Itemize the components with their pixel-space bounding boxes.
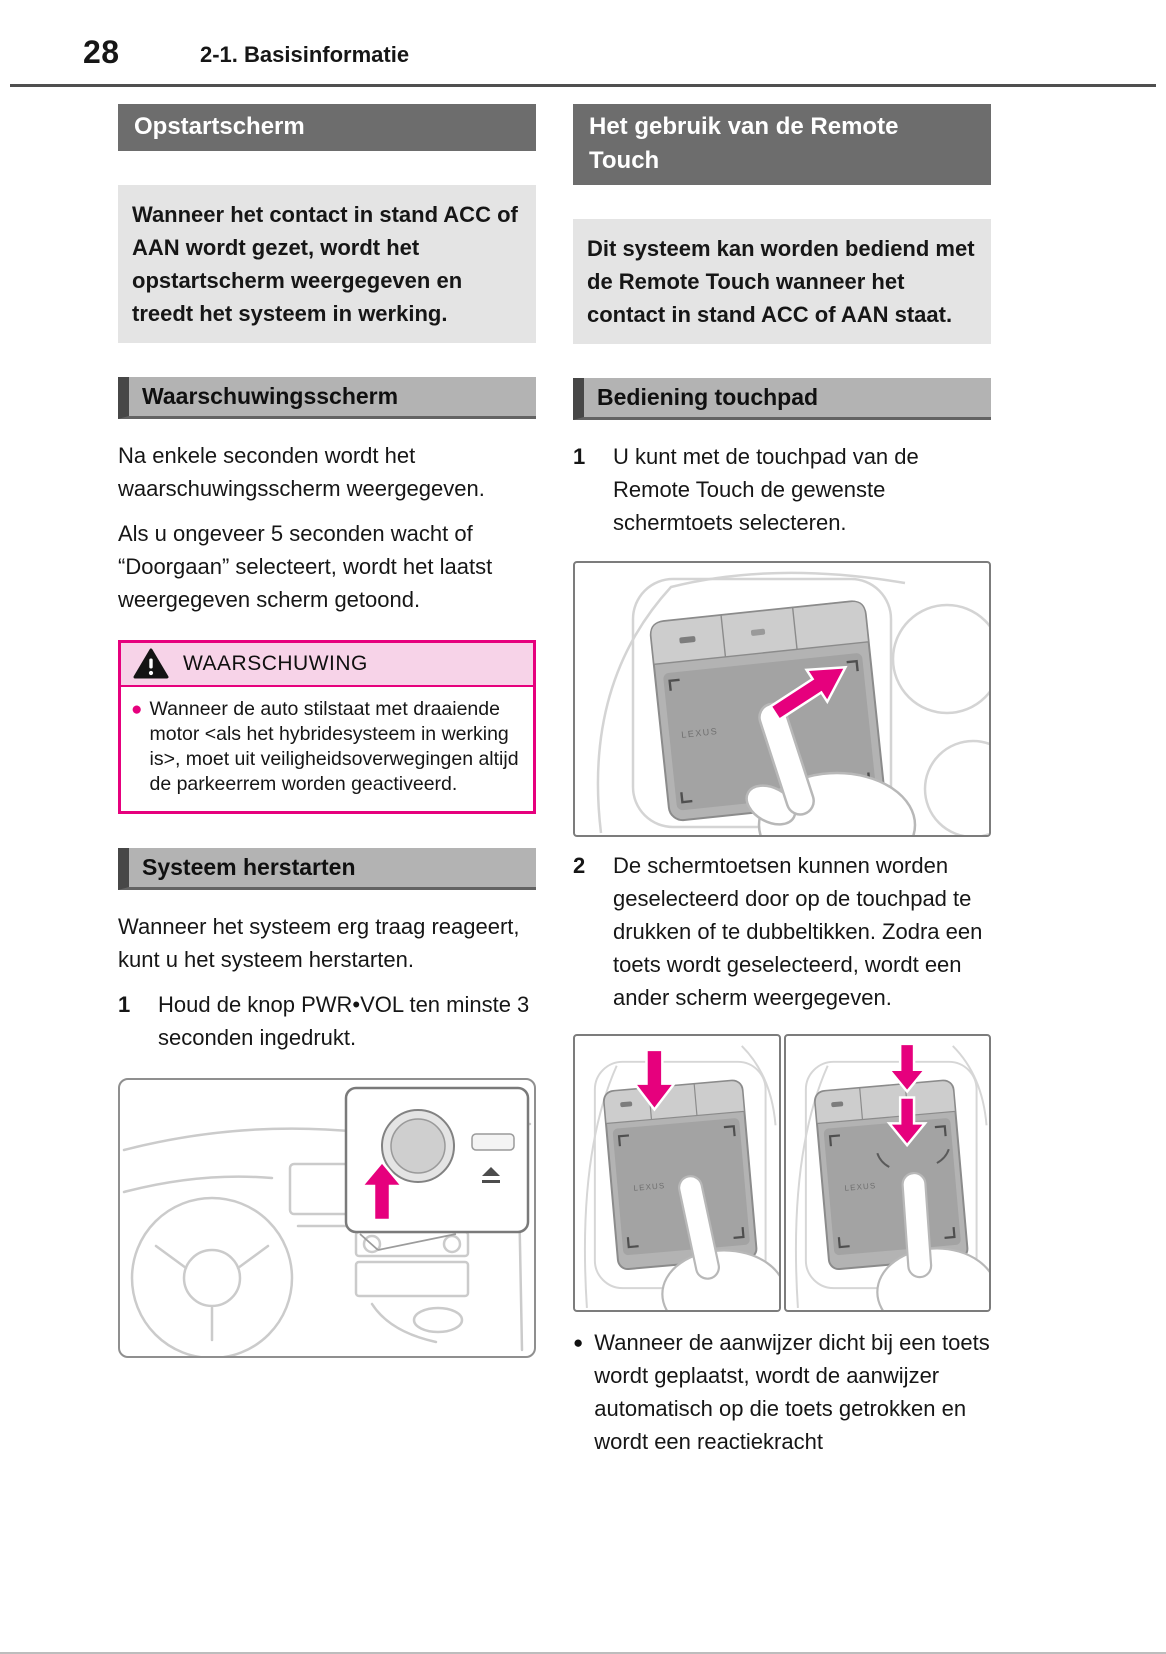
touchpad bbox=[603, 1080, 757, 1270]
touchpad bbox=[814, 1080, 968, 1270]
chapter-title-remote-touch: Het gebruik van de Remote Touch bbox=[573, 104, 991, 185]
intro-box-remote-touch: Dit systeem kan worden bediend met de Remote Touch wanneer het contact in stand ACC of AAN staat. bbox=[573, 219, 991, 344]
step-touchpad-1 bbox=[573, 440, 991, 539]
heading-waarschuwingsscherm: Waarschuwingsscherm bbox=[118, 377, 536, 419]
figure-dashboard-pwr-knob bbox=[118, 1078, 536, 1358]
step-number: 1 bbox=[573, 444, 586, 469]
step-number: 1 bbox=[118, 992, 131, 1017]
dashboard-illustration bbox=[120, 1080, 534, 1356]
step-text: Houd de knop PWR•VOL ten minste 3 seconden ingedrukt. bbox=[158, 992, 530, 1050]
paragraph-systeem-herstarten: Wanneer het systeem erg traag reageert, kunt u het systeem herstarten. bbox=[118, 914, 520, 972]
right-column bbox=[573, 104, 991, 1458]
header-rule bbox=[10, 84, 1156, 87]
cup-holder bbox=[893, 605, 989, 713]
content-columns bbox=[118, 104, 991, 1458]
touchpad-slide-illustration bbox=[575, 563, 989, 835]
brand-label: LEXUS bbox=[680, 726, 719, 740]
paragraph-waarschuwingsscherm-2: Als u ongeveer 5 seconden wacht of “Doorgaan” selecteert, wordt het laatst weergegeven scherm getoond. bbox=[118, 521, 493, 612]
warning-text: Wanneer de auto stilstaat met draaiende motor <als het hybridesysteem in werking is>, moet uit veiligheidsoverwegingen altijd de parkeerrem worden geactiveerd. bbox=[149, 698, 519, 795]
touchpad-doubletap-illustration bbox=[786, 1036, 990, 1310]
figure-touchpad-press bbox=[573, 1034, 781, 1312]
intro-box-opstartscherm: Wanneer het contact in stand ACC of AAN wordt gezet, wordt het opstartscherm weergegeven en treedt het systeem in werking. bbox=[118, 185, 536, 343]
warning-header bbox=[121, 643, 533, 687]
warning-box bbox=[118, 640, 536, 814]
figure-touchpad-doubletap bbox=[784, 1034, 992, 1312]
bullet-paragraph-pointer bbox=[573, 1326, 991, 1458]
gear-shifter bbox=[414, 1308, 462, 1332]
left-column bbox=[118, 104, 536, 1358]
step-number: 2 bbox=[573, 853, 586, 878]
paragraph-waarschuwingsscherm-1: Na enkele seconden wordt het waarschuwingsscherm weergegeven. bbox=[118, 443, 485, 501]
heading-bediening-touchpad: Bediening touchpad bbox=[573, 378, 991, 420]
bullet-text: Wanneer de aanwijzer dicht bij een toets wordt geplaatst, wordt de aanwijzer automatisch op die toets getrokken en wordt een reactiekracht bbox=[594, 1329, 990, 1454]
warning-body bbox=[121, 687, 533, 811]
chapter-title-opstartscherm: Opstartscherm bbox=[118, 104, 536, 151]
breadcrumb: 2-1. Basisinformatie bbox=[200, 42, 410, 67]
brand-label: LEXUS bbox=[633, 1181, 666, 1193]
step-touchpad-2 bbox=[573, 849, 991, 1014]
warning-title: WAARSCHUWING bbox=[183, 652, 368, 675]
step-restart-1 bbox=[118, 988, 536, 1054]
step-text: U kunt met de touchpad van de Remote Touch de gewenste schermtoets selecteren. bbox=[613, 444, 919, 535]
step-text: De schermtoetsen kunnen worden geselecteerd door op de touchpad te drukken of te dubbeltikken. Zodra een toets wordt geselecteerd, wordt een ander scherm weergegeven. bbox=[613, 853, 983, 1010]
touchpad-press-illustration bbox=[575, 1036, 779, 1310]
heading-systeem-herstarten: Systeem herstarten bbox=[118, 848, 536, 890]
magenta-bullet-icon: ● bbox=[131, 699, 143, 720]
cd-slot bbox=[472, 1134, 514, 1150]
black-bullet-icon: ● bbox=[573, 1332, 584, 1352]
warning-triangle-icon bbox=[133, 648, 169, 680]
figure-touchpad-slide bbox=[573, 561, 991, 837]
page-number: 28 bbox=[83, 34, 120, 70]
knob-inset bbox=[346, 1088, 528, 1232]
touchpad-press-figures bbox=[573, 1034, 991, 1312]
brand-label: LEXUS bbox=[843, 1181, 877, 1193]
